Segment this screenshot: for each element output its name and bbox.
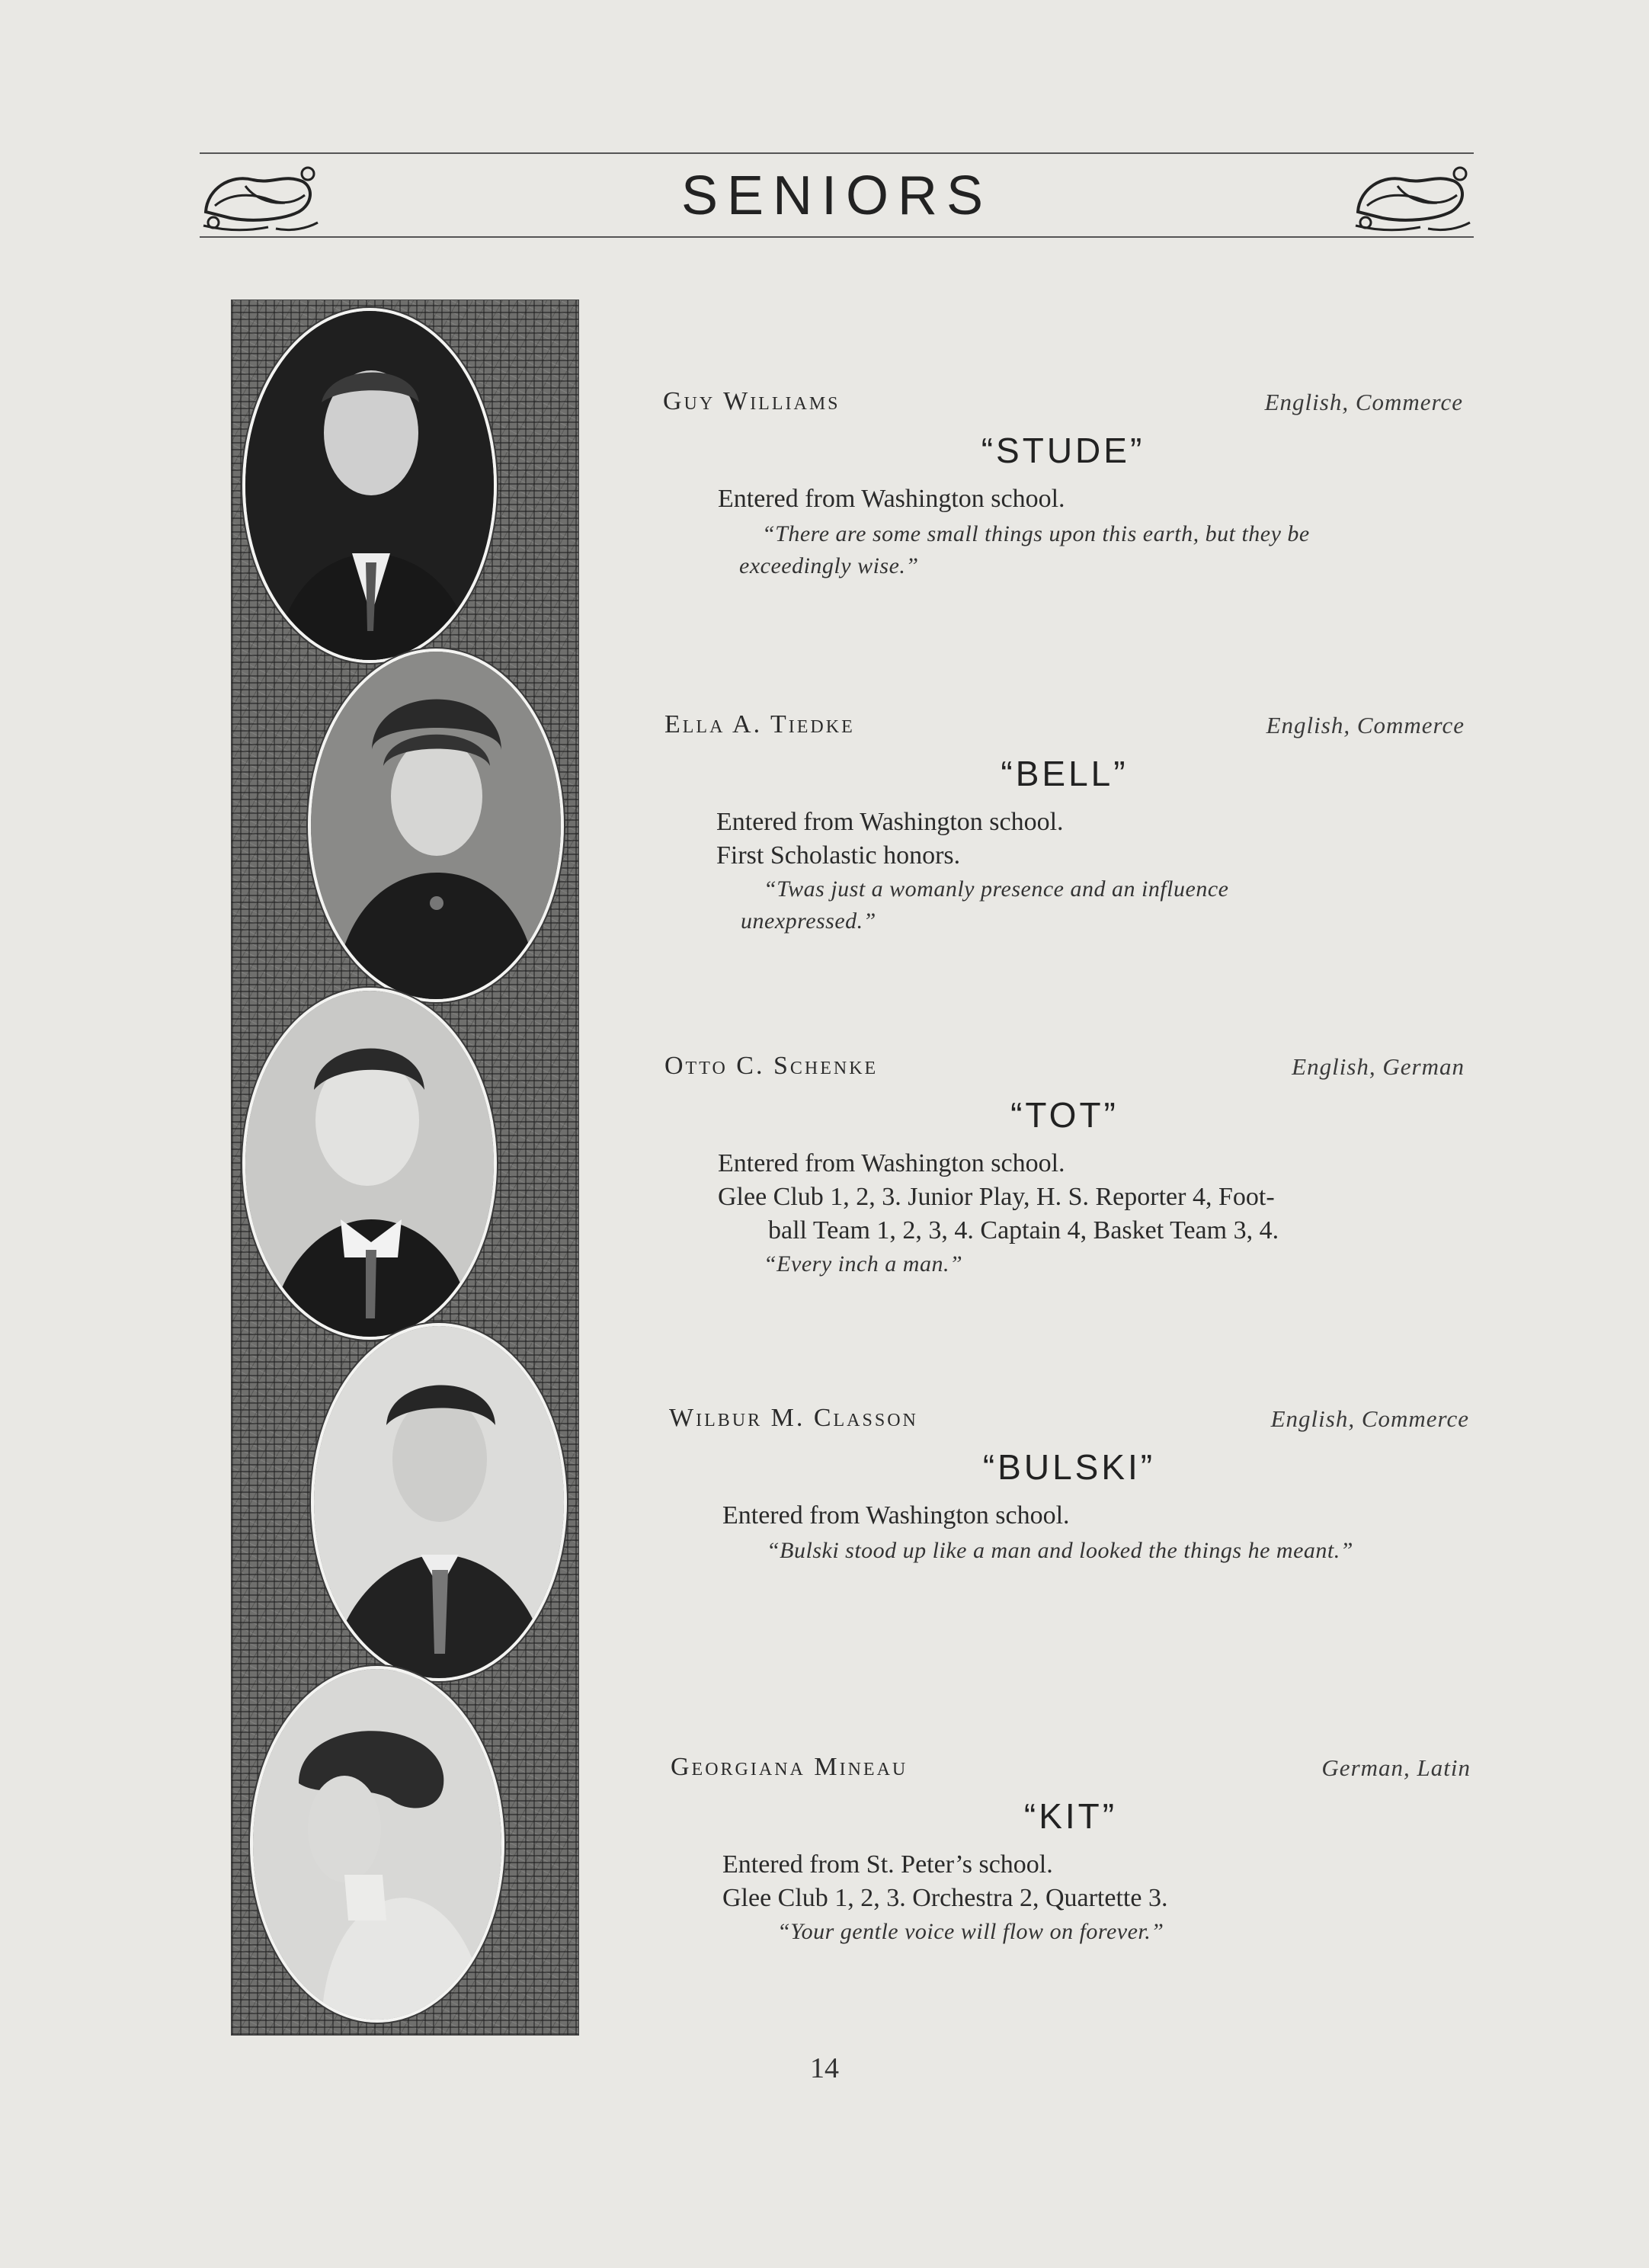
entry-line: Entered from St. Peter’s school. [722, 1850, 1053, 1879]
portrait-georgiana-mineau [250, 1666, 504, 2023]
entry-line: ball Team 1, 2, 3, 4. Captain 4, Basket Team 3, 4. [768, 1216, 1279, 1245]
senior-entry [669, 1404, 1469, 1602]
senior-entry [671, 1753, 1471, 1966]
header-rule-bottom [200, 236, 1474, 238]
portrait-guy-williams [242, 308, 497, 663]
header-rule-top [200, 152, 1474, 154]
student-quote: “Bulski stood up like a man and looked the things he meant.” [767, 1538, 1353, 1563]
student-quote: “There are some small things upon this earth, but they be exceedingly wise.” [739, 521, 1310, 578]
entry-line: Entered from Washington school. [718, 1149, 1065, 1177]
entry-line: Entered from Washington school. [722, 1501, 1070, 1530]
right-ornament-icon [1352, 159, 1474, 235]
entry-line: Entered from Washington school. [718, 485, 1065, 513]
student-courses: English, German [1292, 1053, 1465, 1080]
student-quote: “Twas just a womanly presence and an influence unexpressed.” [741, 876, 1229, 934]
student-name: Guy Williams [663, 387, 841, 415]
portrait-wilbur-classon [311, 1323, 567, 1681]
senior-entry [664, 1052, 1465, 1280]
student-quote: “Every inch a man.” [764, 1251, 963, 1277]
student-courses: English, Commerce [1266, 712, 1465, 738]
student-name: Ella A. Tiedke [664, 710, 855, 738]
student-courses: English, Commerce [1264, 389, 1463, 415]
portrait-ella-tiedke [308, 649, 564, 1002]
page-title: SENIORS [680, 165, 993, 226]
student-courses: English, Commerce [1270, 1405, 1469, 1432]
student-quote: “Your gentle voice will flow on forever.” [777, 1919, 1164, 1944]
student-nickname: “BELL” [1001, 754, 1129, 793]
student-name: Wilbur M. Classon [669, 1404, 918, 1432]
student-name: Otto C. Schenke [664, 1052, 879, 1080]
student-name: Georgiana Mineau [671, 1753, 908, 1781]
student-nickname: “BULSKI” [982, 1447, 1156, 1487]
entry-line: Entered from Washington school. [716, 808, 1064, 836]
student-nickname: “STUDE” [981, 431, 1145, 470]
page-number: 14 [810, 2052, 839, 2084]
portrait-otto-schenke [242, 988, 497, 1340]
entry-line: Glee Club 1, 2, 3. Orchestra 2, Quartette 3. [722, 1884, 1168, 1912]
entry-line: First Scholastic honors. [716, 841, 961, 870]
student-nickname: “TOT” [1010, 1095, 1119, 1135]
page-header [200, 151, 1474, 241]
student-nickname: “KIT” [1023, 1796, 1118, 1836]
senior-entry [663, 387, 1463, 585]
senior-entry [664, 710, 1465, 939]
entry-line: Glee Club 1, 2, 3. Junior Play, H. S. Reporter 4, Foot- [718, 1183, 1275, 1211]
student-courses: German, Latin [1321, 1754, 1471, 1781]
